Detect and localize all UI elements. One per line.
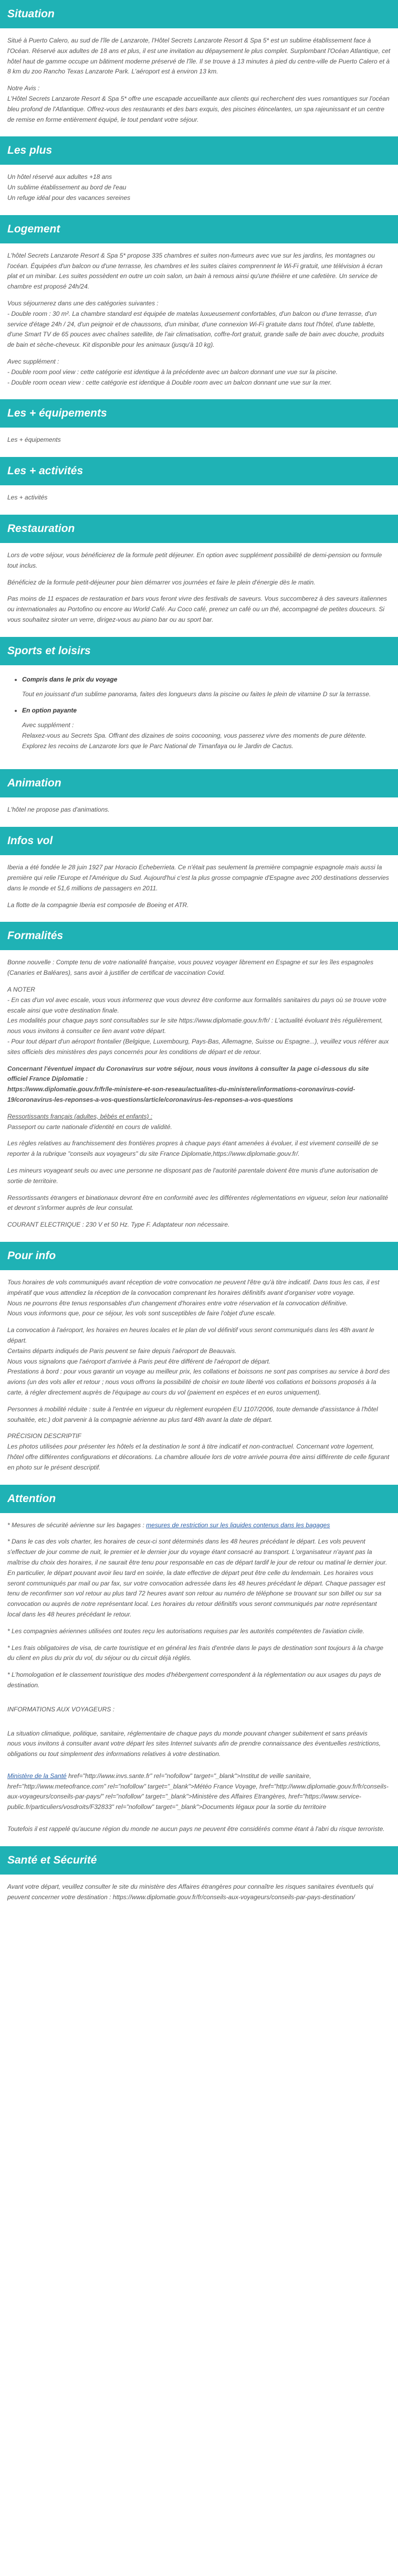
paragraph-text: * Mesures de sécurité aérienne sur les bagages :: [7, 1521, 146, 1529]
paragraph: * Les compagnies aériennes utilisées ont toutes reçu les autorisations requises par les autorités compétentes de l'aviation civile.: [7, 1627, 364, 1635]
paragraph: Nous vous informons que, pour ce séjour, les vols sont susceptibles de faire l'objet d'une escale.: [7, 1310, 276, 1317]
paragraph: Personnes à mobilité réduite : suite à l'entrée en vigueur du règlement européen EU 1107/2006, toute demande d'assistance à l'hôtel souhaitée, etc.) doit parvenir à la compagnie aérienne au plus tard 48h avant la date de départ.: [7, 1405, 378, 1423]
list-item: [22, 675, 391, 700]
list-item: [22, 706, 391, 751]
paragraph: Les + équipements: [7, 436, 61, 444]
section-situation: [0, 0, 398, 136]
list-item-text: Relaxez-vous au Secrets Spa. Offrant des dizaines de soins cocooning, vous passerez vivre des moments de pure détente.: [22, 731, 367, 739]
paragraph: Nous ne pourrons être tenus responsables d'un changement d'horaires entre votre réservation et la convocation définitive.: [7, 1299, 348, 1307]
paragraph: Les + activités: [7, 494, 48, 502]
paragraph: Certains départs indiqués de Paris peuvent se faire depuis l'aéroport de Beauvais.: [7, 1347, 237, 1355]
section-attention: [0, 1485, 398, 1846]
paragraph: Concernant l'éventuel impact du Coronavirus sur votre séjour, nous vous invitons à consulter la page ci-dessous du site officiel France Diplomatie :: [7, 1065, 369, 1083]
section-sante-securite: [0, 1846, 398, 1914]
paragraph: A NOTER: [7, 986, 35, 994]
paragraph: [7, 1771, 391, 1813]
list-item: Un hôtel réservé aux adultes +18 ans: [7, 173, 112, 181]
section-title: Les plus: [0, 136, 398, 165]
paragraph: La situation climatique, politique, sanitaire, réglementaire de chaque pays du monde pouvant changer subitement et sans préavis: [7, 1729, 368, 1737]
paragraph: Lors de votre séjour, vous bénéficierez de la formule petit déjeuner. En option avec supplément possibilité de demi-pension ou formule tout inclus.: [7, 551, 382, 569]
paragraph: Toutefois il est rappelé qu'aucune région du monde ne aucun pays ne peuvent être considérés comme étant à l'abri du risque terroriste.: [7, 1825, 385, 1833]
sports-list: [7, 675, 391, 752]
paragraph: Les photos utilisées pour présenter les hôtels et la destination le sont à titre indicatif et non-contractuel. Concernant votre logement, l'hôtel offre différentes configurations et décorations. La chambre allouée lors de votre arrivée pourra être ainsi différente de celle figurant en photo sur le présent descriptif.: [7, 1443, 390, 1471]
paragraph: La flotte de la compagnie Iberia est composée de Boeing et ATR.: [7, 901, 189, 909]
list-item-text: Avec supplément :: [22, 721, 74, 729]
list-item: Un sublime établissement au bord de l'eau: [7, 184, 127, 191]
paragraph: - Double room pool view : cette catégorie est identique à la précédente avec un balcon donnant une vue sur la piscine.: [7, 368, 338, 376]
section-plus: [0, 136, 398, 215]
paragraph: Nous vous signalons que l'aéroport d'arrivée à Paris peut être différent de l'aéroport de départ.: [7, 1357, 271, 1365]
section-title: Sports et loisirs: [0, 637, 398, 665]
list-item: Un refuge idéal pour des vacances sereines: [7, 194, 131, 201]
section-formalites: [0, 922, 398, 1242]
paragraph: COURANT ELECTRIQUE : 230 V et 50 Hz. Type F. Adaptateur non nécessaire.: [7, 1221, 230, 1229]
paragraph: - Double room ocean view : cette catégorie est identique à Double room avec un balcon donnant une vue sur la mer.: [7, 378, 332, 386]
paragraph: Ressortissants français (adultes, bébés et enfants) :: [7, 1112, 153, 1120]
paragraph: La convocation à l'aéroport, les horaires en heures locales et le plan de vol définitif vous seront communiqués dans les 48h avant le départ.: [7, 1326, 374, 1344]
section-title: Santé et Sécurité: [0, 1846, 398, 1875]
section-title: Les + équipements: [0, 399, 398, 428]
section-infos-vol: [0, 827, 398, 922]
paragraph: nous vous invitons à consulter avant votre départ les sites Internet suivants afin de prendre connaissance des éventuelles restrictions, obligations ou tout simplement des informations relatives à votre destination.: [7, 1740, 381, 1758]
paragraph: L'hôtel Secrets Lanzarote Resort & Spa 5* propose 335 chambres et suites non-fumeurs avec vue sur les jardins, les montagnes ou l'océan. Équipées d'un balcon ou d'une terrasse, les chambres et les suites claires comprennent le Wi-Fi gratuit, une télévision à écran plat et un minibar. Les suites possèdent en outre un coin salon, un bain à remous ainsi qu'une théière et une cafetière. Un service de chambre est proposé 24h/24.: [7, 251, 383, 291]
paragraph: L'hôtel ne propose pas d'animations.: [7, 806, 110, 814]
section-title: Infos vol: [0, 827, 398, 855]
covid-link[interactable]: https://www.diplomatie.gouv.fr/fr/le-ministere-et-son-reseau/actualites-du-ministere/informations-coronavirus-covid-19/coronavirus-les-reponses-a-vos-questions/article/coronavirus-les-reponses-a-vos-questions: [7, 1085, 355, 1104]
paragraph: Bonne nouvelle : Compte tenu de votre nationalité française, vous pouvez voyager librement en Espagne et sur les îles espagnoles (Canaries et Baléares), sans avoir à justifier de certificat de vaccination Covid.: [7, 959, 374, 977]
paragraph-text: href="http://www.invs.sante.fr" rel="nofollow" target="_blank">Institut de veille sanitaire, href="http://www.meteofrance.com" rel="nofollow" target="_blank">Météo France Voyage, href="http://www.diplomatie.gouv.fr/fr/conseils-aux-voyageurs/conseils-par-pays/" rel="nofollow" target="_blank">Ministère des Affaires Etrangères, href="https://www.service-public.fr/particuliers/vosdroits/F32833" rel="nofollow" target="_blank">Documents légaux pour la sortie du territoire: [7, 1772, 389, 1811]
paragraph: * L'homologation et le classement touristique des modes d'hébergement correspondent à la réglementation ou aux usages du pays de destination.: [7, 1671, 381, 1689]
section-title: Formalités: [0, 922, 398, 950]
liquids-link[interactable]: mesures de restriction sur les liquides contenus dans les bagages: [146, 1521, 330, 1529]
paragraph: Iberia a été fondée le 28 juin 1927 par Horacio Echeberrieta. Ce n'était pas seulement la première compagnie espagnole mais aussi la première qui relie l'Europe et l'Amérique du Sud. Aujourd'hui c'est la plus grosse compagnie d'Espagne avec 200 destinations desservies dans le monde et 51,6 millions de passagers en 2011.: [7, 864, 389, 892]
paragraph: - Pour tout départ d'un aéroport frontalier (Belgique, Luxembourg, Pays-Bas, Allemagne, Suisse ou Espagne...), veuillez vous référer aux sites officiels des ministères des pays concernés pour les conditions de départ et de retour.: [7, 1038, 389, 1056]
paragraph: Passeport ou carte nationale d'identité en cours de validité.: [7, 1123, 172, 1131]
section-title: Restauration: [0, 515, 398, 543]
paragraph: Bénéficiez de la formule petit-déjeuner pour bien démarrer vos journées et faire le plein d'énergie dès le matin.: [7, 578, 316, 586]
section-animation: [0, 769, 398, 827]
paragraph: Prestations à bord : pour vous garantir un voyage au meilleur prix, les collations et boissons ne sont pas comprises au service à bord des avions (un des vols aller et retour ; nous vous offrons la possibilité de choisir en toute liberté vos collations et boissons proposés à la carte, à régler directement auprès de l'équipage au cours du vol (paiement en espèces et en euros uniquement).: [7, 1368, 390, 1396]
paragraph: L'Hôtel Secrets Lanzarote Resort & Spa 5* offre une escapade accueillante aux clients qui recherchent des vues romantiques sur l'océan bleu profond de l'Atlantique. Offrez-vous des restaurants et des bars exquis, des piscines étincelantes, un spa rajeunissant et un centre de remise en forme entièrement équipé, le tout pendant votre séjour.: [7, 94, 390, 123]
sante-link[interactable]: Ministère de la Santé: [7, 1772, 67, 1780]
paragraph: INFORMATIONS AUX VOYAGEURS :: [7, 1705, 115, 1713]
paragraph: Les modalités pour chaque pays sont consultables sur le site https://www.diplomatie.gouv.fr/fr/ : L'actualité évoluant très régulièrement, nous vous invitons à consulter ce lien avant votre départ.: [7, 1017, 383, 1035]
list-item-title: • En option payante: [22, 707, 77, 715]
paragraph: - En cas d'un vol avec escale, vous vous informerez que vous devrez être conforme aux formalités sanitaires du pays où se trouve votre escale ainsi que votre destination finale.: [7, 996, 386, 1014]
section-title: Logement: [0, 215, 398, 243]
paragraph: Ressortissants étrangers et binationaux devront être en conformité avec les différentes réglementations en vigueur, selon leur nationalité et devront s'informer auprès de leur consulat.: [7, 1194, 389, 1212]
paragraph: * Dans le cas des vols charter, les horaires de ceux-ci sont déterminés dans les 48 heures précédant le départ. Les vols peuvent s'effectuer de jour comme de nuit, le premier et le dernier jour du voyage étant consacré au transport. L'organisateur n'ayant pas la maîtrise du choix des horaires, il ne saurait être tenu pour responsable en cas de départ tardif le jour de retour ou matinal le dernier jour. En particulier, le départ pouvant avoir lieu tard en soirée, la date effective de départ peut être celle du lendemain. Les horaires vous seront communiqués par mail ou par fax, sur votre convocation adressée dans les 48 heures précédant le départ. Chaque passager est tenu de reconfirmer son vol retour au plus tard 72 heures avant son retour au numéro de téléphone se trouvant sur son billet ou sur sa convocation ou auprès de notre représentant local. Les horaires du retour définitifs vous seront communiqués par notre représentant local dans les 48 heures précédant le retour.: [7, 1538, 387, 1618]
section-title: Pour info: [0, 1242, 398, 1270]
section-title: Attention: [0, 1485, 398, 1513]
paragraph: Situé à Puerto Calero, au sud de l'île de Lanzarote, l'Hôtel Secrets Lanzarote Resort & Spa 5* est un sublime établissement face à l'Océan. Réservé aux adultes de 18 ans et plus, il est une invitation au dépaysement le plus complet. Surplombant l'Océan Atlantique, cet hôtel haut de gamme occupe un bâtiment moderne préservé de l'île. Il se trouve à 13 minutes à pied du centre-ville de Puerto Calero et à 8 km du zoo Rancho Texas Lanzarote Park. L'aéroport est à environ 13 km.: [7, 37, 391, 76]
list-item-title: • Compris dans le prix du voyage: [22, 675, 118, 683]
paragraph: Notre Avis :: [7, 84, 40, 92]
section-title: Les + activités: [0, 457, 398, 485]
paragraph: Avant votre départ, veuillez consulter le site du ministère des Affaires étrangères pour connaître les risques sanitaires éventuels qui peuvent concerner votre destination : https://www.diplomatie.gouv.fr/fr/conseils-aux-voyageurs/conseils-par-pays-destination/: [7, 1882, 374, 1901]
paragraph: Les règles relatives au franchissement des frontières propres à chaque pays étant amenées à évoluer, il est vivement conseillé de se reporter à la rubrique "conseils aux voyageurs" du site France Diplomatie,https://www.diplomatie.gouv.fr/.: [7, 1140, 379, 1158]
section-pour-info: [0, 1242, 398, 1485]
section-restauration: [0, 515, 398, 637]
paragraph: PRÉCISION DESCRIPTIF: [7, 1432, 81, 1440]
paragraph: Pas moins de 11 espaces de restauration et bars vous feront vivre des festivals de saveurs. Vous succomberez à des saveurs italiennes ou internationales au Portofino ou encore au World Café. Au Coco café, prenez un café ou un thé, accompagné de petites douceurs. Si vous souhaitez siroter un verre, dirigez-vous au piano bar ou au sport bar.: [7, 595, 387, 623]
section-logement: [0, 215, 398, 400]
paragraph: [7, 1520, 391, 1531]
paragraph: Avec supplément :: [7, 357, 59, 365]
section-activites: [0, 457, 398, 515]
list-item-text: Tout en jouissant d'un sublime panorama, faites des longueurs dans la piscine ou faites le plein de vitamine D sur la terrasse.: [22, 690, 371, 698]
section-sports: [0, 637, 398, 770]
paragraph: Vous séjournerez dans une des catégories suivantes :: [7, 299, 159, 307]
section-title: Situation: [0, 0, 398, 28]
paragraph: * Les frais obligatoires de visa, de carte touristique et en général les frais d'entrée dans le pays de destination sont toujours à la charge du client en plus du prix du vol, du séjour ou du circuit déjà réglés.: [7, 1644, 384, 1662]
section-equipements: [0, 399, 398, 457]
list-item-text: Explorez les recoins de Lanzarote lors que le Parc National de Timanfaya ou le Jardin de Cactus.: [22, 742, 294, 750]
paragraph: Les mineurs voyageant seuls ou avec une personne ne disposant pas de l'autorité parentale doivent être munis d'une autorisation de sortie de territoire.: [7, 1167, 378, 1185]
section-title: Animation: [0, 769, 398, 797]
paragraph: Tous horaires de vols communiqués avant réception de votre convocation ne peuvent l'être qu'à titre indicatif. Dans tous les cas, il est impératif que vous attendiez la réception de la convocation comprenant les horaires définitifs avant d'organiser votre voyage.: [7, 1279, 380, 1296]
paragraph: - Double room : 30 m². La chambre standard est équipée de matelas luxueusement confortables, d'un balcon ou d'une terrasse, d'un service d'étage 24h / 24, d'un peignoir et de chaussons, d'un minibar, d'une connexion Wi-Fi gratuite dans tout l'hôtel, d'une tablette, d'une Smart TV de 65 pouces avec chaînes satellite, de l'air climatisation, coffre-fort gratuit, grande salle de bain avec douche, produits de bain et sèche-cheveux. Kit disponible pour les animaux (jusqu'à 10 kg).: [7, 310, 384, 349]
